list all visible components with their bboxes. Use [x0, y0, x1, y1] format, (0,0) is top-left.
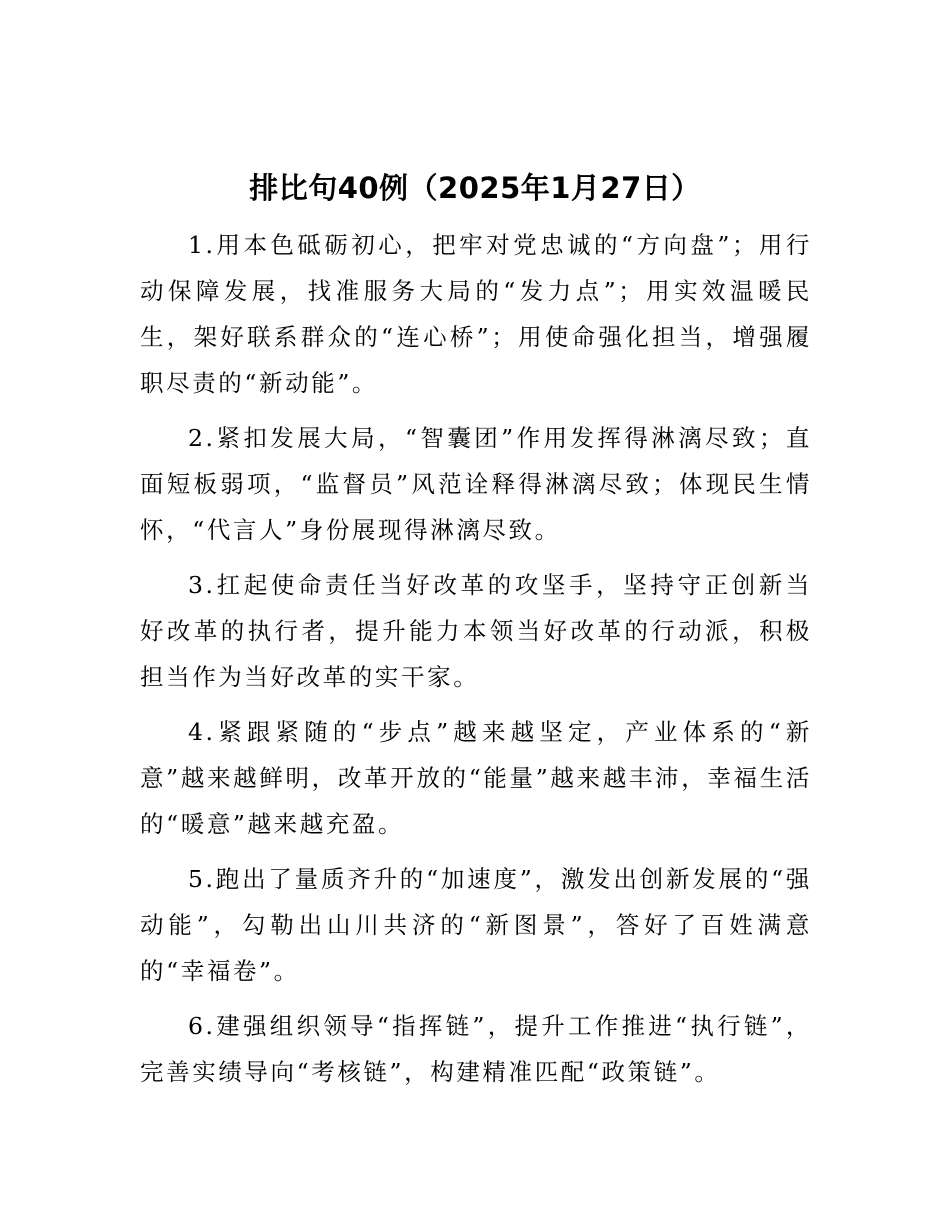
paragraph-4: 4.紧跟紧随的“步点”越来越坚定，产业体系的“新意”越来越鲜明，改革开放的“能量”越来越丰沛，幸福生活的“暖意”越来越充盈。 [140, 718, 812, 838]
document-title: 排比句40例（2025年1月27日） [249, 171, 701, 205]
paragraph-6: 6.建强组织领导“指挥链”，提升工作推进“执行链”，完善实绩导向“考核链”，构建精准匹配“政策链”。 [140, 1012, 812, 1086]
paragraph-2: 2.紧扣发展大局，“智囊团”作用发挥得淋漓尽致；直面短板弱项，“监督员”风范诠释得淋漓尽致；体现民生情怀，“代言人”身份展现得淋漓尽致。 [140, 424, 812, 544]
document-body [140, 222, 812, 1104]
paragraph-5: 5.跑出了量质齐升的“加速度”，激发出创新发展的“强动能”，勾勒出山川共济的“新图景”，答好了百姓满意的“幸福卷”。 [140, 865, 812, 985]
paragraph-3: 3.扛起使命责任当好改革的攻坚手，坚持守正创新当好改革的执行者，提升能力本领当好改革的行动派，积极担当作为当好改革的实干家。 [140, 571, 812, 691]
paragraph-1: 1.用本色砥砺初心，把牢对党忠诚的“方向盘”；用行动保障发展，找准服务大局的“发力点”；用实效温暖民生，架好联系群众的“连心桥”；用使命强化担当，增强履职尽责的“新动能”。 [140, 231, 812, 397]
